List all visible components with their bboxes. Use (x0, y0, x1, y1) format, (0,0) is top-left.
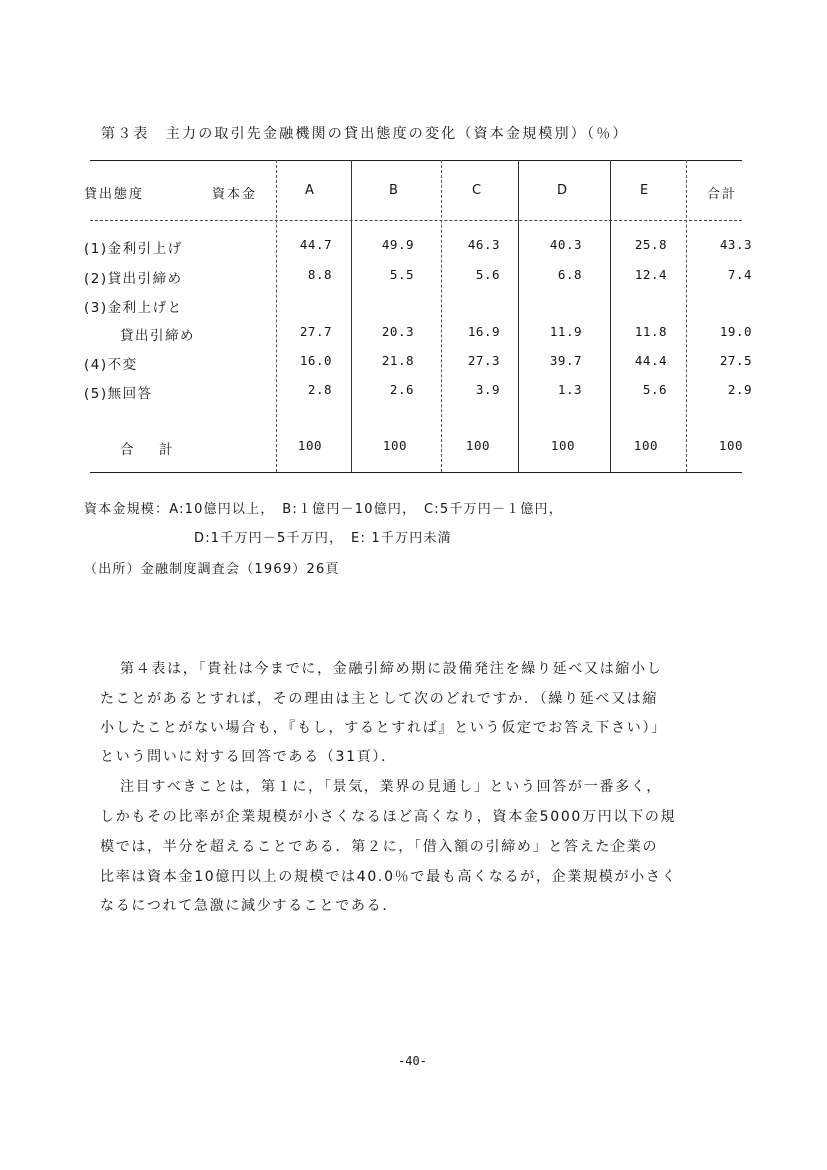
row-label: (1)金利引上げ (84, 241, 183, 257)
table-header-rule (90, 220, 742, 221)
table-cell: 40.3 (549, 237, 582, 252)
col-sep (276, 160, 277, 472)
body-line: という問いに対する回答である（31頁）． (100, 749, 397, 765)
row-label: 貸出引締め (120, 328, 195, 344)
col-sep (518, 160, 519, 472)
table-cell: 39.7 (549, 353, 582, 368)
table-cell: 1.3 (557, 382, 582, 397)
source-note: （出所）金融制度調査会（1969）26頁 (84, 562, 340, 577)
header-col-b: B (389, 183, 398, 198)
total-cell: 100 (465, 438, 490, 453)
header-row-label: 貸出態度 (84, 187, 145, 202)
table-cell: 3.9 (475, 382, 500, 397)
table-cell: 2.8 (307, 382, 332, 397)
row-label: (3)金利上げと (84, 300, 183, 316)
body-line: なるにつれて急激に減少することである． (100, 898, 399, 914)
total-cell: 100 (550, 438, 575, 453)
table-cell: 5.6 (642, 382, 667, 397)
table-cell: 20.3 (381, 324, 414, 339)
total-cell: 100 (718, 438, 743, 453)
col-sep (610, 160, 611, 472)
table-cell: 44.7 (299, 237, 332, 252)
header-col-e: E (640, 183, 649, 198)
table-cell: 16.9 (467, 324, 500, 339)
table-title: 第３表 主力の取引先金融機関の貸出態度の変化（資本金規模別）（％） (101, 126, 629, 142)
body-line: しかもその比率が企業規模が小さくなるほど高くなり，資本金5000万円以下の規 (100, 809, 677, 825)
table-cell: 25.8 (634, 237, 667, 252)
total-cell: 100 (382, 438, 407, 453)
body-line: 模では，半分を超えることである．第２に，「借入額の引締め」と答えた企業の (100, 839, 659, 855)
table-cell: 27.7 (299, 324, 332, 339)
table-cell: 27.5 (719, 353, 752, 368)
table-cell: 16.0 (299, 353, 332, 368)
table-cell: 49.9 (381, 237, 414, 252)
row-label: (5)無回答 (84, 386, 153, 402)
table-cell: 6.8 (557, 267, 582, 282)
page-number: -40- (398, 1054, 427, 1068)
table-cell: 2.9 (727, 382, 752, 397)
table-cell: 44.4 (634, 353, 667, 368)
table-cell: 21.8 (381, 353, 414, 368)
header-col-total: 合計 (707, 187, 738, 202)
col-sep (441, 160, 442, 472)
body-line: 第４表は，「貴社は今までに，金融引締め期に設備発注を繰り延べ又は縮小し (120, 661, 663, 677)
col-sep (351, 160, 352, 472)
capital-scale-note: 資本金規模：A:10億円以上， B:１億円－10億円， C:5千万円－１億円， (84, 502, 563, 517)
table-cell: 43.3 (719, 237, 752, 252)
body-line: 小したことがない場合も，『もし，するとすれば』という仮定でお答え下さい）」 (100, 720, 667, 736)
header-col-c: C (472, 183, 482, 198)
table-cell: 46.3 (467, 237, 500, 252)
total-cell: 100 (297, 438, 322, 453)
body-line: たことがあるとすれば，その理由は主として次のどれですか．（繰り延べ又は縮 (100, 691, 659, 707)
table-cell: 5.6 (475, 267, 500, 282)
table-bottom-rule (90, 472, 742, 473)
col-sep (686, 160, 687, 472)
body-line: 注目すべきことは，第１に，「景気，業界の見通し」という回答が一番多く， (120, 779, 662, 795)
table-cell: 8.8 (307, 267, 332, 282)
table-cell: 27.3 (467, 353, 500, 368)
table-top-rule (90, 160, 742, 161)
table-cell: 2.6 (389, 382, 414, 397)
table-cell: 11.8 (634, 324, 667, 339)
header-col-d: D (557, 183, 568, 198)
table-cell: 19.0 (719, 324, 752, 339)
table-cell: 7.4 (727, 267, 752, 282)
table-cell: 11.9 (549, 324, 582, 339)
total-cell: 100 (633, 438, 658, 453)
table-cell: 5.5 (389, 267, 414, 282)
row-label: (2)貸出引締め (84, 271, 183, 287)
header-col-a: A (305, 183, 314, 198)
total-label: 合 計 (120, 442, 179, 458)
header-capital-label: 資本金 (212, 187, 258, 202)
table-cell: 12.4 (634, 267, 667, 282)
row-label: (4)不変 (84, 357, 138, 373)
body-line: 比率は資本金10億円以上の規模では40.0％で最も高くなるが，企業規模が小さく (100, 869, 678, 885)
capital-scale-note: D:1千万円－5千万円， E: 1千万円未満 (194, 531, 452, 546)
